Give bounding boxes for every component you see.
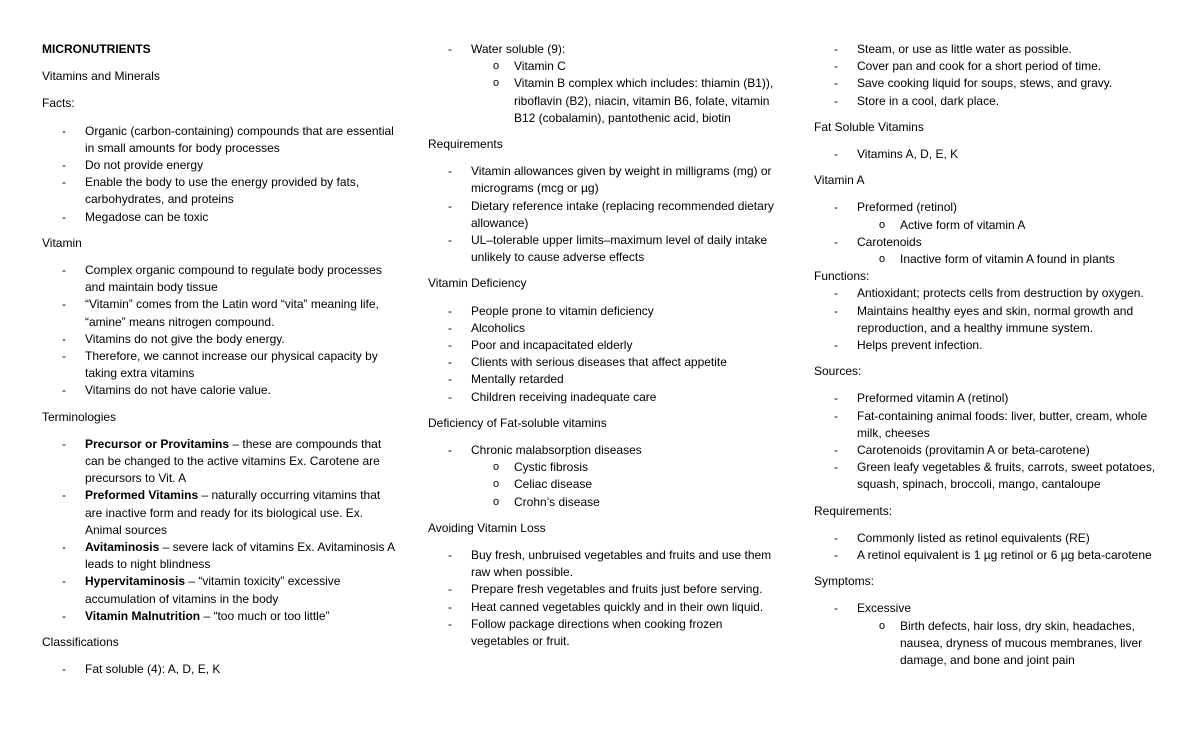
requirements-a-list [814, 530, 1170, 564]
list-item: - UL–tolerable upper limits–maximum level of daily intake unlikely to cause adverse effects [428, 232, 778, 266]
list-item [814, 199, 1170, 233]
term-item [42, 608, 398, 625]
list-item: - Green leafy vegetables & fruits, carrots, sweet potatoes, squash, spinach, broccoli, mango, cantaloupe [814, 459, 1170, 493]
facts-heading: Facts: [42, 96, 75, 111]
list-item [428, 442, 778, 511]
sub-list-item: o Celiac disease [471, 476, 778, 493]
list-item: - Antioxidant; protects cells from destruction by oxygen. [814, 285, 1170, 302]
requirements-list [428, 163, 778, 266]
functions-heading: Functions: [814, 269, 870, 284]
sub-list-item: o Cystic fibrosis [471, 459, 778, 476]
vitamin-heading: Vitamin [42, 235, 82, 250]
list-item: - Fat-containing animal foods: liver, butter, cream, whole milk, cheeses [814, 408, 1170, 442]
list-item: - Do not provide energy [42, 157, 398, 174]
list-item: - Vitamins A, D, E, K [814, 146, 1170, 163]
column-3 [814, 41, 1170, 669]
list-item: - Follow package directions when cooking frozen vegetables or fruit. [428, 616, 778, 650]
list-item: - Enable the body to use the energy provided by fats, carbohydrates, and proteins [42, 174, 398, 208]
excessive-sublist [857, 618, 1170, 670]
list-item: - Dietary reference intake (replacing recommended dietary allowance) [428, 198, 778, 232]
list-item: - Vitamin allowances given by weight in milligrams (mg) or micrograms (mcg or µg) [428, 163, 778, 197]
symptoms-heading: Symptoms: [814, 574, 875, 589]
term-item [42, 573, 398, 607]
list-item: - Children receiving inadequate care [428, 389, 778, 406]
water-soluble-list [428, 41, 778, 127]
list-item: - Vitamins do not give the body energy. [42, 331, 398, 348]
fat-soluble-heading: Fat Soluble Vitamins [814, 119, 924, 134]
term-name: Vitamin Malnutrition [85, 608, 201, 623]
list-item: - Cover pan and cook for a short period of time. [814, 58, 1170, 75]
term-definition: – “vitamin toxicity” excessive accumulation of vitamins in the body [85, 574, 341, 606]
term-name: Precursor or Provitamins [85, 436, 230, 451]
term-item [42, 487, 398, 539]
list-item: - Commonly listed as retinol equivalents (RE) [814, 530, 1170, 547]
list-item: - Organic (carbon-containing) compounds that are essential in small amounts for body processes [42, 123, 398, 157]
terminologies-heading: Terminologies [42, 409, 117, 424]
sources-heading: Sources: [814, 364, 862, 379]
list-item: - People prone to vitamin deficiency [428, 303, 778, 320]
term-definition: – severe lack of vitamins Ex. Avitaminosis A leads to night blindness [85, 540, 395, 572]
term-item [42, 539, 398, 573]
carotenoids-sublist [857, 251, 1170, 268]
list-item: - Preformed vitamin A (retinol) [814, 390, 1170, 407]
requirements-heading: Requirements [428, 137, 503, 152]
vitamin-a-list [814, 199, 1170, 268]
fat-soluble-list [814, 146, 1170, 163]
list-item: - Carotenoids (provitamin A or beta-carotene) [814, 442, 1170, 459]
preformed-label: Preformed (retinol) [857, 200, 958, 215]
fat-deficiency-sublist [471, 459, 778, 511]
list-item: - Megadose can be toxic [42, 209, 398, 226]
avoid-loss-continued-list [814, 41, 1170, 110]
water-soluble-label: Water soluble (9): [471, 42, 566, 56]
list-item: - Maintains healthy eyes and skin, normal growth and reproduction, and a healthy immune system. [814, 303, 1170, 337]
facts-list [42, 123, 398, 226]
functions-list [814, 285, 1170, 354]
fat-deficiency-label: Chronic malabsorption diseases [471, 443, 642, 458]
list-item: - Complex organic compound to regulate body processes and maintain body tissue [42, 262, 398, 296]
term-definition: – “too much or too little” [200, 608, 330, 623]
sub-list-item: o Inactive form of vitamin A found in plants [857, 251, 1170, 268]
subtitle: Vitamins and Minerals [42, 69, 160, 84]
document-title: MICRONUTRIENTS [42, 42, 151, 56]
sources-list [814, 390, 1170, 493]
sub-list-item: o Active form of vitamin A [857, 217, 1170, 234]
list-item [814, 234, 1170, 268]
avoid-loss-list [428, 547, 778, 650]
sub-list-item: o Vitamin C [471, 58, 778, 75]
sub-list-item: o Crohn’s disease [471, 494, 778, 511]
water-soluble-sublist [471, 58, 778, 127]
fat-deficiency-heading: Deficiency of Fat-soluble vitamins [428, 415, 607, 430]
preformed-sublist [857, 217, 1170, 234]
deficiency-heading: Vitamin Deficiency [428, 276, 527, 291]
list-item: - Store in a cool, dark place. [814, 93, 1170, 110]
requirements-a-heading: Requirements: [814, 503, 893, 518]
sub-list-item: o Birth defects, hair loss, dry skin, headaches, nausea, dryness of mucous membranes, liver damage, and bone and joint pain [857, 618, 1170, 670]
list-item: - Therefore, we cannot increase our physical capacity by taking extra vitamins [42, 348, 398, 382]
column-1 [42, 41, 398, 679]
list-item: - Helps prevent infection. [814, 337, 1170, 354]
fat-deficiency-list [428, 442, 778, 511]
term-item [42, 436, 398, 488]
list-item: - A retinol equivalent is 1 µg retinol or 6 µg beta-carotene [814, 547, 1170, 564]
term-name: Avitaminosis [85, 540, 160, 555]
deficiency-list [428, 303, 778, 406]
classifications-list [42, 661, 398, 678]
term-name: Preformed Vitamins [85, 488, 199, 503]
carotenoids-label: Carotenoids [857, 234, 922, 249]
list-item [814, 600, 1170, 669]
list-item: - Prepare fresh vegetables and fruits just before serving. [428, 581, 778, 598]
vitamin-a-heading: Vitamin A [814, 173, 865, 188]
list-item: - Vitamins do not have calorie value. [42, 382, 398, 399]
list-item: - Steam, or use as little water as possible. [814, 41, 1170, 58]
list-item: - Poor and incapacitated elderly [428, 337, 778, 354]
list-item: - “Vitamin” comes from the Latin word “vita” meaning life, “amine” means nitrogen compound. [42, 296, 398, 330]
term-name: Hypervitaminosis [85, 574, 186, 589]
list-item: - Buy fresh, unbruised vegetables and fruits and use them raw when possible. [428, 547, 778, 581]
excessive-label: Excessive [857, 601, 912, 616]
list-item: - Clients with serious diseases that affect appetite [428, 354, 778, 371]
list-item [428, 41, 778, 127]
classifications-heading: Classifications [42, 635, 119, 650]
list-item: - Mentally retarded [428, 371, 778, 388]
sub-list-item: o Vitamin B complex which includes: thiamin (B1)), riboflavin (B2), niacin, vitamin B6, folate, vitamin B12 (cobalamin), pantothenic acid, biotin [471, 75, 778, 127]
column-2 [428, 41, 778, 650]
avoid-loss-heading: Avoiding Vitamin Loss [428, 520, 546, 535]
list-item: - Alcoholics [428, 320, 778, 337]
term-definition: – these are compounds that can be changed to the active vitamins Ex. Carotene are precursors to Vit. A [85, 436, 382, 486]
vitamin-list [42, 262, 398, 400]
symptoms-list [814, 600, 1170, 669]
term-definition: – naturally occurring vitamins that are inactive form and ready for its biological use. Ex. Animal sources [85, 488, 381, 537]
list-item: - Fat soluble (4): A, D, E, K [42, 661, 398, 678]
terminologies-list [42, 436, 398, 625]
list-item: - Heat canned vegetables quickly and in their own liquid. [428, 599, 778, 616]
list-item: - Save cooking liquid for soups, stews, and gravy. [814, 75, 1170, 92]
